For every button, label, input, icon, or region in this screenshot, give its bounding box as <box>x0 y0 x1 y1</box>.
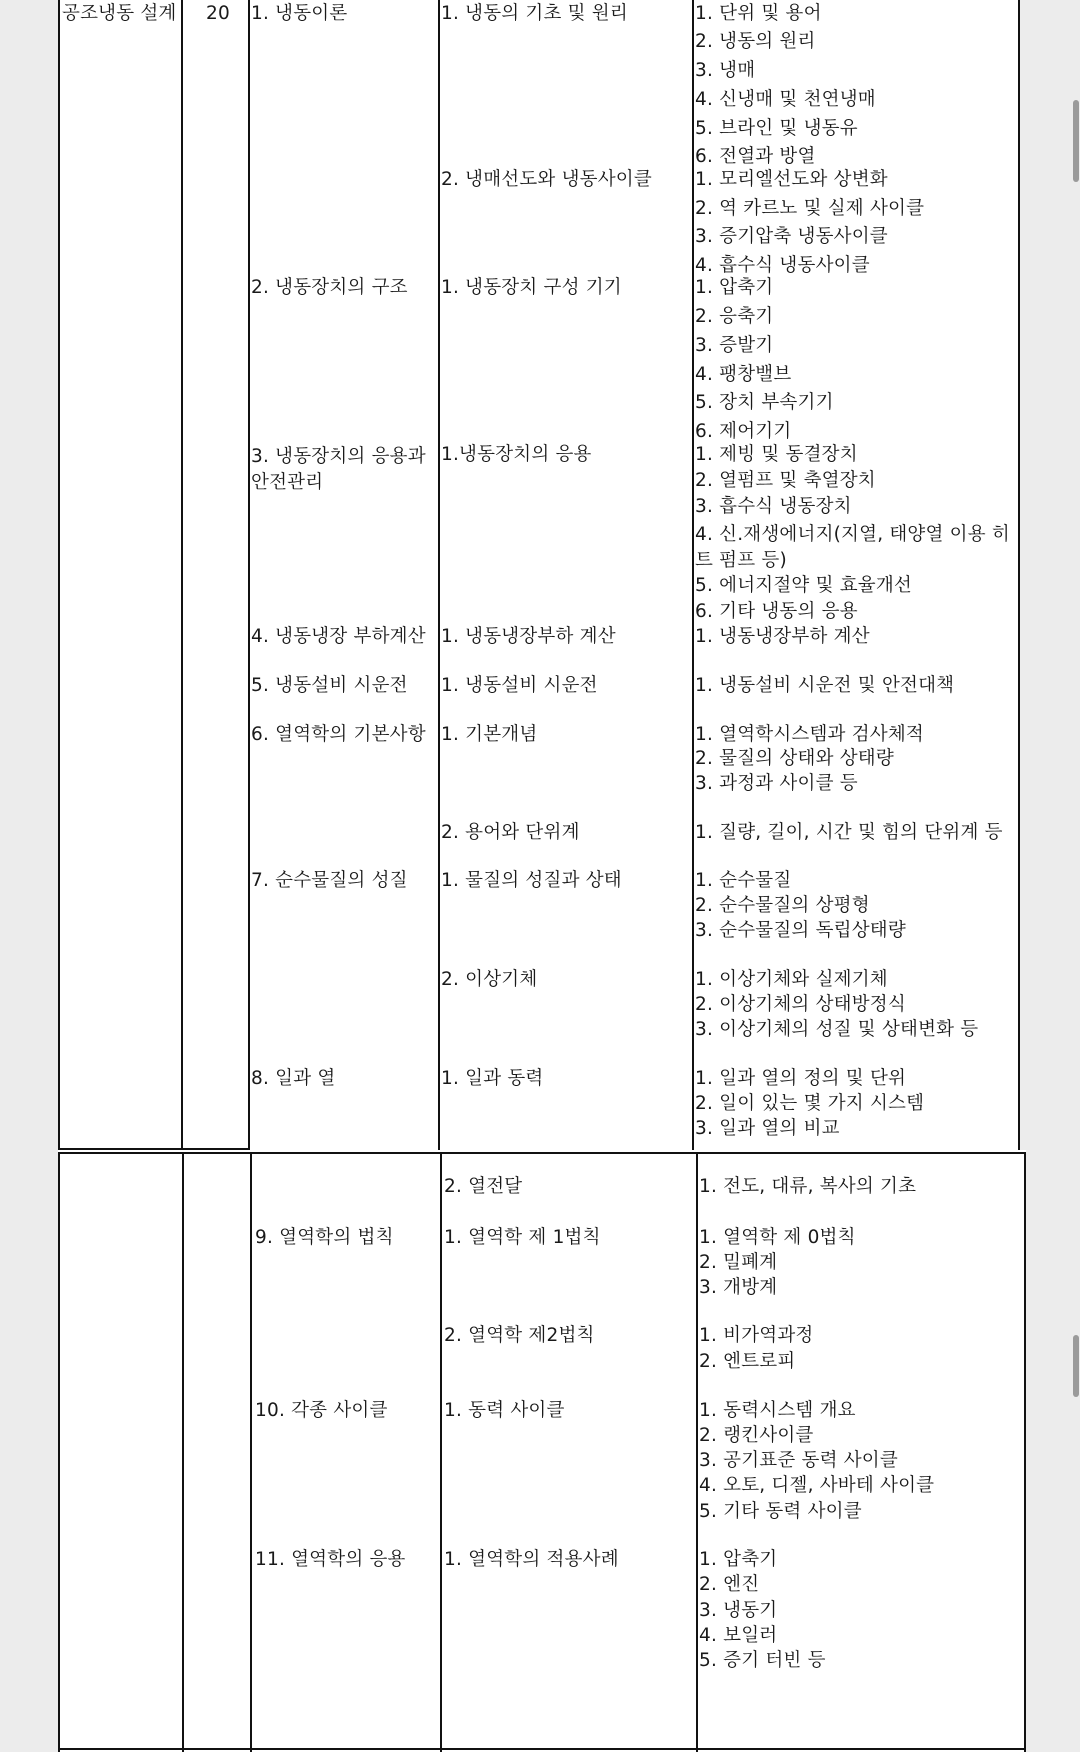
detail-item: 3. 이상기체의 성질 및 상태변화 등 <box>695 1019 979 1040</box>
detail-item: 2. 물질의 상태와 상태량 <box>695 748 894 769</box>
detail-item: 4. 흡수식 냉동사이클 <box>695 255 870 276</box>
detail-item: 5. 증기 터빈 등 <box>699 1650 826 1671</box>
column-divider-sub <box>696 1152 698 1752</box>
sub-item: 1. 일과 동력 <box>441 1068 544 1089</box>
main-item: 7. 순수물질의 성질 <box>251 870 408 891</box>
column-divider-subject <box>182 1152 184 1752</box>
detail-item: 1. 비가역과정 <box>699 1325 814 1346</box>
detail-item: 3. 개방계 <box>699 1277 778 1298</box>
sub-item: 2. 냉매선도와 냉동사이클 <box>441 169 652 190</box>
detail-item: 5. 장치 부속기기 <box>695 392 834 413</box>
detail-item: 2. 랭킨사이클 <box>699 1425 814 1446</box>
column-divider-main <box>438 0 440 1150</box>
table-border-left <box>58 0 60 1150</box>
sub-item: 1. 냉동의 기초 및 원리 <box>441 3 628 24</box>
detail-item: 5. 에너지절약 및 효율개선 <box>695 575 913 596</box>
detail-item: 6. 제어기기 <box>695 421 792 442</box>
vertical-scrollbar[interactable] <box>1070 0 1080 1752</box>
detail-item: 5. 브라인 및 냉동유 <box>695 118 858 139</box>
detail-item: 1. 압축기 <box>699 1549 778 1570</box>
detail-item: 6. 기타 냉동의 응용 <box>695 601 858 622</box>
main-item: 9. 열역학의 법칙 <box>255 1227 394 1248</box>
detail-item: 1. 제빙 및 동결장치 <box>695 444 858 465</box>
main-item: 1. 냉동이론 <box>251 3 348 24</box>
document-page-1 <box>58 0 1020 1150</box>
main-item: 11. 열역학의 응용 <box>255 1549 406 1570</box>
column-divider-main <box>440 1152 442 1752</box>
detail-item: 3. 흡수식 냉동장치 <box>695 496 852 517</box>
detail-item: 2. 일이 있는 몇 가지 시스템 <box>695 1093 925 1114</box>
detail-item: 1. 모리엘선도와 상변화 <box>695 169 888 190</box>
detail-item: 5. 기타 동력 사이클 <box>699 1501 862 1522</box>
table-border-left <box>58 1152 60 1752</box>
main-item: 10. 각종 사이클 <box>255 1400 388 1421</box>
detail-item: 1. 열역학시스템과 검사체적 <box>695 724 924 745</box>
main-item: 5. 냉동설비 시운전 <box>251 675 408 696</box>
detail-item: 4. 보일러 <box>699 1625 778 1646</box>
detail-item: 3. 공기표준 동력 사이클 <box>699 1450 898 1471</box>
detail-item: 2. 엔진 <box>699 1574 760 1595</box>
column-divider-subject <box>181 0 183 1150</box>
detail-item: 1. 동력시스템 개요 <box>699 1400 856 1421</box>
detail-item: 1. 열역학 제 0법칙 <box>699 1227 856 1248</box>
main-item: 6. 열역학의 기본사항 <box>251 724 426 745</box>
main-item: 8. 일과 열 <box>251 1068 336 1089</box>
detail-item: 1. 이상기체와 실제기체 <box>695 969 888 990</box>
detail-item: 1. 냉동냉장부하 계산 <box>695 626 870 647</box>
detail-item: 2. 냉동의 원리 <box>695 31 816 52</box>
table-border-right <box>1018 0 1020 1150</box>
detail-item: 3. 냉동기 <box>699 1600 778 1621</box>
main-item: 2. 냉동장치의 구조 <box>251 277 408 298</box>
detail-item: 4. 신.재생에너지(지열, 태양열 이용 히트 펌프 등) <box>695 524 1010 571</box>
table-border-bottom <box>58 1748 1026 1750</box>
detail-item: 2. 밀폐계 <box>699 1252 778 1273</box>
detail-item: 1. 전도, 대류, 복사의 기초 <box>699 1176 917 1197</box>
detail-item: 2. 이상기체의 상태방정식 <box>695 994 906 1015</box>
column-divider-count <box>248 0 250 1150</box>
detail-item: 3. 순수물질의 독립상태량 <box>695 920 906 941</box>
scrollbar-thumb[interactable] <box>1073 100 1079 182</box>
sub-item: 1. 기본개념 <box>441 724 538 745</box>
sub-item: 2. 용어와 단위계 <box>441 822 580 843</box>
sub-item: 1.냉동장치의 응용 <box>441 444 592 465</box>
scrollbar-thumb-secondary[interactable] <box>1073 1335 1079 1397</box>
detail-item: 1. 질량, 길이, 시간 및 힘의 단위계 등 <box>695 822 1003 843</box>
sub-item: 1. 냉동장치 구성 기기 <box>441 277 622 298</box>
document-page-2 <box>58 1150 1026 1752</box>
detail-item: 4. 팽창밸브 <box>695 364 792 385</box>
detail-item: 1. 단위 및 용어 <box>695 3 822 24</box>
sub-item: 1. 열역학 제 1법칙 <box>444 1227 601 1248</box>
detail-item: 3. 냉매 <box>695 60 756 81</box>
detail-item: 1. 순수물질 <box>695 870 792 891</box>
detail-item: 1. 일과 열의 정의 및 단위 <box>695 1068 907 1089</box>
column-divider-count <box>250 1152 252 1752</box>
table-border-right <box>1024 1152 1026 1752</box>
detail-item: 2. 응축기 <box>695 306 774 327</box>
main-item: 3. 냉동장치의 응용과 안전관리 <box>251 446 426 493</box>
sub-item: 2. 열역학 제2법칙 <box>444 1325 595 1346</box>
detail-item: 3. 증기압축 냉동사이클 <box>695 226 888 247</box>
sub-item: 1. 냉동냉장부하 계산 <box>441 626 616 647</box>
detail-item: 3. 일과 열의 비교 <box>695 1118 840 1139</box>
detail-item: 3. 증발기 <box>695 335 774 356</box>
detail-item: 2. 엔트로피 <box>699 1351 796 1372</box>
main-item: 4. 냉동냉장 부하계산 <box>251 626 426 647</box>
sub-item: 1. 열역학의 적용사례 <box>444 1549 619 1570</box>
sub-item: 2. 열전달 <box>444 1176 523 1197</box>
question-count-cell: 20 <box>206 3 230 24</box>
column-divider-sub <box>692 0 694 1150</box>
detail-item: 2. 열펌프 및 축열장치 <box>695 470 876 491</box>
detail-item: 2. 순수물질의 상평형 <box>695 895 870 916</box>
detail-item: 1. 냉동설비 시운전 및 안전대책 <box>695 675 955 696</box>
detail-item: 3. 과정과 사이클 등 <box>695 773 858 794</box>
sub-item: 1. 동력 사이클 <box>444 1400 565 1421</box>
table-border-top <box>58 1152 1026 1154</box>
subject-cell: 공조냉동 설계 <box>62 3 177 24</box>
detail-item: 6. 전열과 방열 <box>695 146 816 167</box>
sub-item: 2. 이상기체 <box>441 969 538 990</box>
detail-item: 2. 역 카르노 및 실제 사이클 <box>695 198 925 219</box>
detail-item: 1. 압축기 <box>695 277 774 298</box>
sub-item: 1. 냉동설비 시운전 <box>441 675 598 696</box>
sub-item: 1. 물질의 성질과 상태 <box>441 870 622 891</box>
detail-item: 4. 신냉매 및 천연냉매 <box>695 89 876 110</box>
detail-item: 4. 오토, 디젤, 사바테 사이클 <box>699 1475 935 1496</box>
